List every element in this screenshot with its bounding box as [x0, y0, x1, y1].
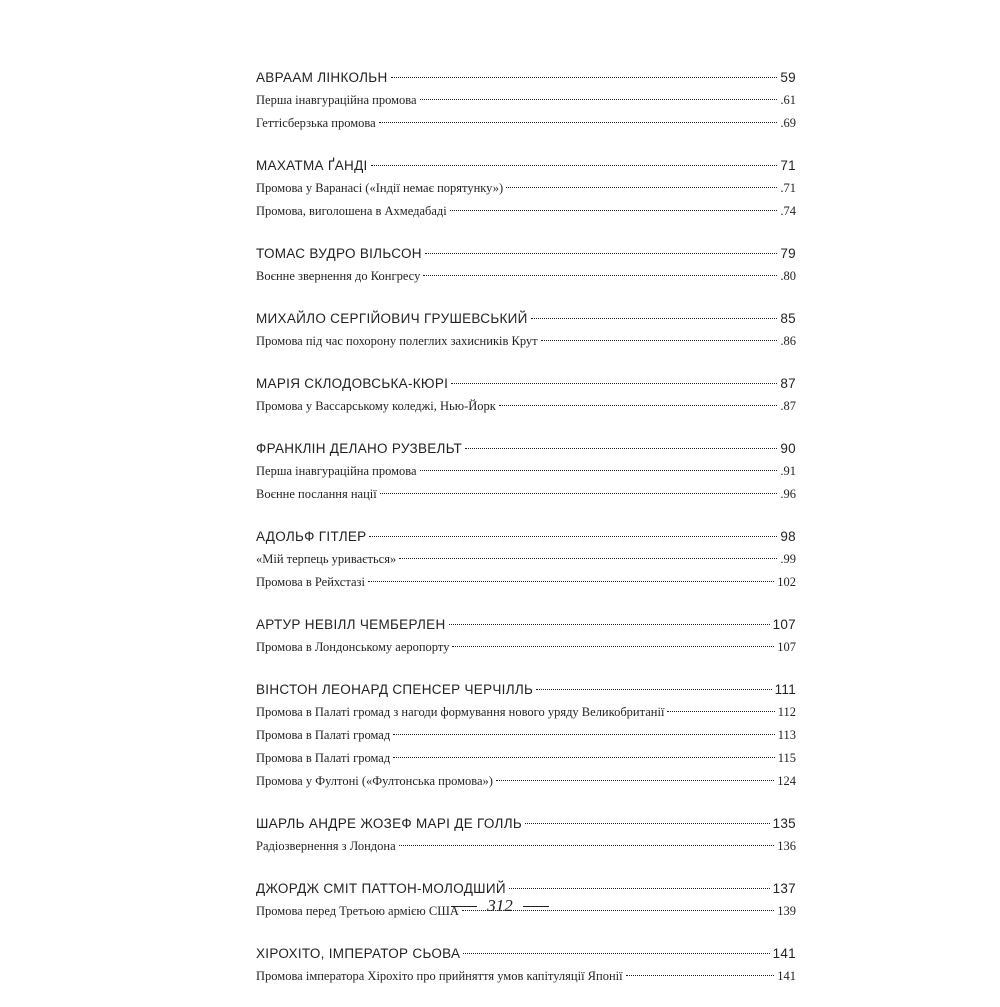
toc-author-entry-page-number: 141 [772, 946, 796, 961]
dot-leader [525, 823, 770, 824]
toc-speech-entry [256, 265, 796, 288]
toc-speech-entry [256, 89, 796, 112]
toc-speech-entry [256, 770, 796, 793]
toc-author-entry-title: АВРААМ ЛІНКОЛЬН [256, 70, 388, 85]
dot-leader [536, 689, 771, 690]
toc-speech-entry [256, 701, 796, 724]
toc-speech-entry-title: Промова в Палаті громад [256, 751, 391, 765]
toc-author-entry-page-number: 79 [780, 246, 796, 261]
toc-author-entry [256, 942, 796, 965]
toc-author-entry [256, 678, 796, 701]
dot-leader [425, 253, 778, 254]
toc-author-entry-page-number: 85 [780, 311, 796, 326]
toc-author-entry [256, 437, 796, 460]
toc-section [256, 242, 796, 288]
toc-speech-entry [256, 330, 796, 353]
footer-dash-left [451, 906, 477, 907]
toc-speech-entry-page-number: 115 [777, 751, 796, 765]
toc-speech-entry-title: Перша інавгураційна промова [256, 93, 417, 107]
toc-author-entry-title: МАРІЯ СКЛОДОВСЬКА-КЮРІ [256, 376, 449, 391]
toc-author-entry-title: ШАРЛЬ АНДРЕ ЖОЗЕФ МАРІ ДЕ ГОЛЛЬ [256, 816, 523, 831]
toc-author-entry [256, 812, 796, 835]
toc-speech-entry-page-number: .91 [780, 464, 796, 478]
toc-speech-entry [256, 460, 796, 483]
dot-leader [420, 470, 778, 471]
toc-speech-entry [256, 395, 796, 418]
dot-leader [379, 122, 778, 123]
toc-speech-entry-page-number: .80 [780, 269, 796, 283]
dot-leader [399, 845, 775, 846]
toc-section [256, 812, 796, 858]
toc-speech-entry-page-number: 141 [777, 969, 796, 983]
toc-speech-entry [256, 200, 796, 223]
toc-author-entry [256, 372, 796, 395]
toc-speech-entry [256, 548, 796, 571]
table-of-contents [256, 66, 796, 1007]
toc-author-entry-page-number: 87 [780, 376, 796, 391]
toc-speech-entry-title: Промова в Палаті громад з нагоди формування нового уряду Великобританії [256, 705, 665, 719]
toc-speech-entry-title: Радіозвернення з Лондона [256, 839, 396, 853]
toc-speech-entry-title: Воєнне послання нації [256, 487, 377, 501]
toc-speech-entry [256, 177, 796, 200]
toc-section [256, 437, 796, 506]
toc-author-entry-title: ДЖОРДЖ СМІТ ПАТТОН-МОЛОДШИЙ [256, 881, 506, 896]
dot-leader [463, 953, 769, 954]
dot-leader [450, 210, 778, 211]
dot-leader [465, 448, 777, 449]
toc-section [256, 66, 796, 135]
toc-author-entry-page-number: 107 [772, 617, 796, 632]
toc-speech-entry-page-number: 112 [777, 705, 796, 719]
toc-author-entry [256, 66, 796, 89]
page-footer [0, 896, 1000, 916]
toc-author-entry [256, 242, 796, 265]
toc-speech-entry-page-number: .96 [780, 487, 796, 501]
toc-author-entry-page-number: 111 [774, 682, 796, 697]
dot-leader [393, 757, 774, 758]
toc-speech-entry-page-number: 139 [777, 904, 796, 918]
toc-speech-entry [256, 571, 796, 594]
dot-leader [667, 711, 774, 712]
toc-author-entry-title: ТОМАС ВУДРО ВІЛЬСОН [256, 246, 422, 261]
toc-author-entry-page-number: 90 [780, 441, 796, 456]
toc-section [256, 525, 796, 594]
dot-leader [399, 558, 777, 559]
toc-speech-entry-title: Промова в Лондонському аеропорту [256, 640, 450, 654]
toc-speech-entry-page-number: 102 [777, 575, 796, 589]
toc-speech-entry-title: Промова в Палаті громад [256, 728, 391, 742]
toc-speech-entry-title: Промова у Варанасі («Індії немає порятунку») [256, 181, 504, 195]
toc-author-entry-title: ФРАНКЛІН ДЕЛАНО РУЗВЕЛЬТ [256, 441, 463, 456]
toc-author-entry-page-number: 135 [772, 816, 796, 831]
toc-author-entry-title: АРТУР НЕВІЛЛ ЧЕМБЕРЛЕН [256, 617, 446, 632]
dot-leader [420, 99, 778, 100]
dot-leader [499, 405, 778, 406]
toc-speech-entry-page-number: 136 [777, 839, 796, 853]
toc-speech-entry [256, 636, 796, 659]
toc-speech-entry [256, 835, 796, 858]
footer-dash-right [523, 906, 549, 907]
toc-author-entry-title: АДОЛЬФ ГІТЛЕР [256, 529, 367, 544]
toc-speech-entry [256, 483, 796, 506]
dot-leader [452, 646, 774, 647]
toc-speech-entry [256, 724, 796, 747]
page-number: 312 [487, 896, 513, 915]
toc-author-entry-title: ВІНСТОН ЛЕОНАРД СПЕНСЕР ЧЕРЧІЛЛЬ [256, 682, 534, 697]
toc-speech-entry-page-number: .61 [780, 93, 796, 107]
dot-leader [449, 624, 770, 625]
toc-section [256, 613, 796, 659]
toc-section [256, 942, 796, 988]
toc-section [256, 307, 796, 353]
toc-speech-entry-title: Промова імператора Хірохіто про прийняття умов капітуляції Японії [256, 969, 623, 983]
toc-author-entry [256, 525, 796, 548]
toc-author-entry-page-number: 71 [780, 158, 796, 173]
dot-leader [391, 77, 778, 78]
dot-leader [371, 165, 778, 166]
toc-speech-entry-page-number: 124 [777, 774, 796, 788]
toc-speech-entry-title: Промова перед Третьою армією США [256, 904, 459, 918]
toc-speech-entry-title: Геттісберзька промова [256, 116, 376, 130]
toc-speech-entry-title: Промова у Вассарському коледжі, Нью-Йорк [256, 399, 496, 413]
toc-author-entry [256, 613, 796, 636]
toc-speech-entry-page-number: .71 [780, 181, 796, 195]
toc-speech-entry-title: Воєнне звернення до Конгресу [256, 269, 421, 283]
toc-speech-entry [256, 747, 796, 770]
dot-leader [531, 318, 778, 319]
toc-author-entry-page-number: 98 [780, 529, 796, 544]
toc-author-entry-title: МАХАТМА ҐАНДІ [256, 158, 368, 173]
dot-leader [380, 493, 778, 494]
toc-speech-entry-page-number: .86 [780, 334, 796, 348]
toc-speech-entry [256, 965, 796, 988]
toc-section [256, 154, 796, 223]
dot-leader [496, 780, 774, 781]
toc-author-entry-page-number: 59 [780, 70, 796, 85]
toc-speech-entry-page-number: 113 [777, 728, 796, 742]
dot-leader [369, 536, 777, 537]
dot-leader [626, 975, 775, 976]
toc-author-entry [256, 154, 796, 177]
toc-speech-entry-page-number: .69 [780, 116, 796, 130]
dot-leader [451, 383, 777, 384]
dot-leader [506, 187, 777, 188]
toc-speech-entry-page-number: .87 [780, 399, 796, 413]
toc-speech-entry [256, 112, 796, 135]
toc-speech-entry-title: «Мій терпець уривається» [256, 552, 397, 566]
toc-speech-entry-title: Перша інавгураційна промова [256, 464, 417, 478]
toc-speech-entry-title: Промова, виголошена в Ахмедабаді [256, 204, 447, 218]
toc-section [256, 372, 796, 418]
toc-speech-entry-page-number: 107 [777, 640, 796, 654]
dot-leader [541, 340, 778, 341]
toc-speech-entry-page-number: .99 [780, 552, 796, 566]
toc-speech-entry-title: Промова під час похорону полеглих захисників Крут [256, 334, 538, 348]
dot-leader [368, 581, 774, 582]
toc-author-entry-page-number: 137 [772, 881, 796, 896]
toc-section [256, 678, 796, 793]
toc-author-entry [256, 307, 796, 330]
toc-author-entry-title: МИХАЙЛО СЕРГІЙОВИЧ ГРУШЕВСЬКИЙ [256, 311, 528, 326]
dot-leader [423, 275, 777, 276]
dot-leader [509, 888, 770, 889]
toc-speech-entry-page-number: .74 [780, 204, 796, 218]
dot-leader [393, 734, 774, 735]
toc-speech-entry-title: Промова в Рейхстазі [256, 575, 365, 589]
toc-speech-entry-title: Промова у Фултоні («Фултонська промова») [256, 774, 493, 788]
toc-author-entry-title: ХІРОХІТО, ІМПЕРАТОР СЬОВА [256, 946, 461, 961]
